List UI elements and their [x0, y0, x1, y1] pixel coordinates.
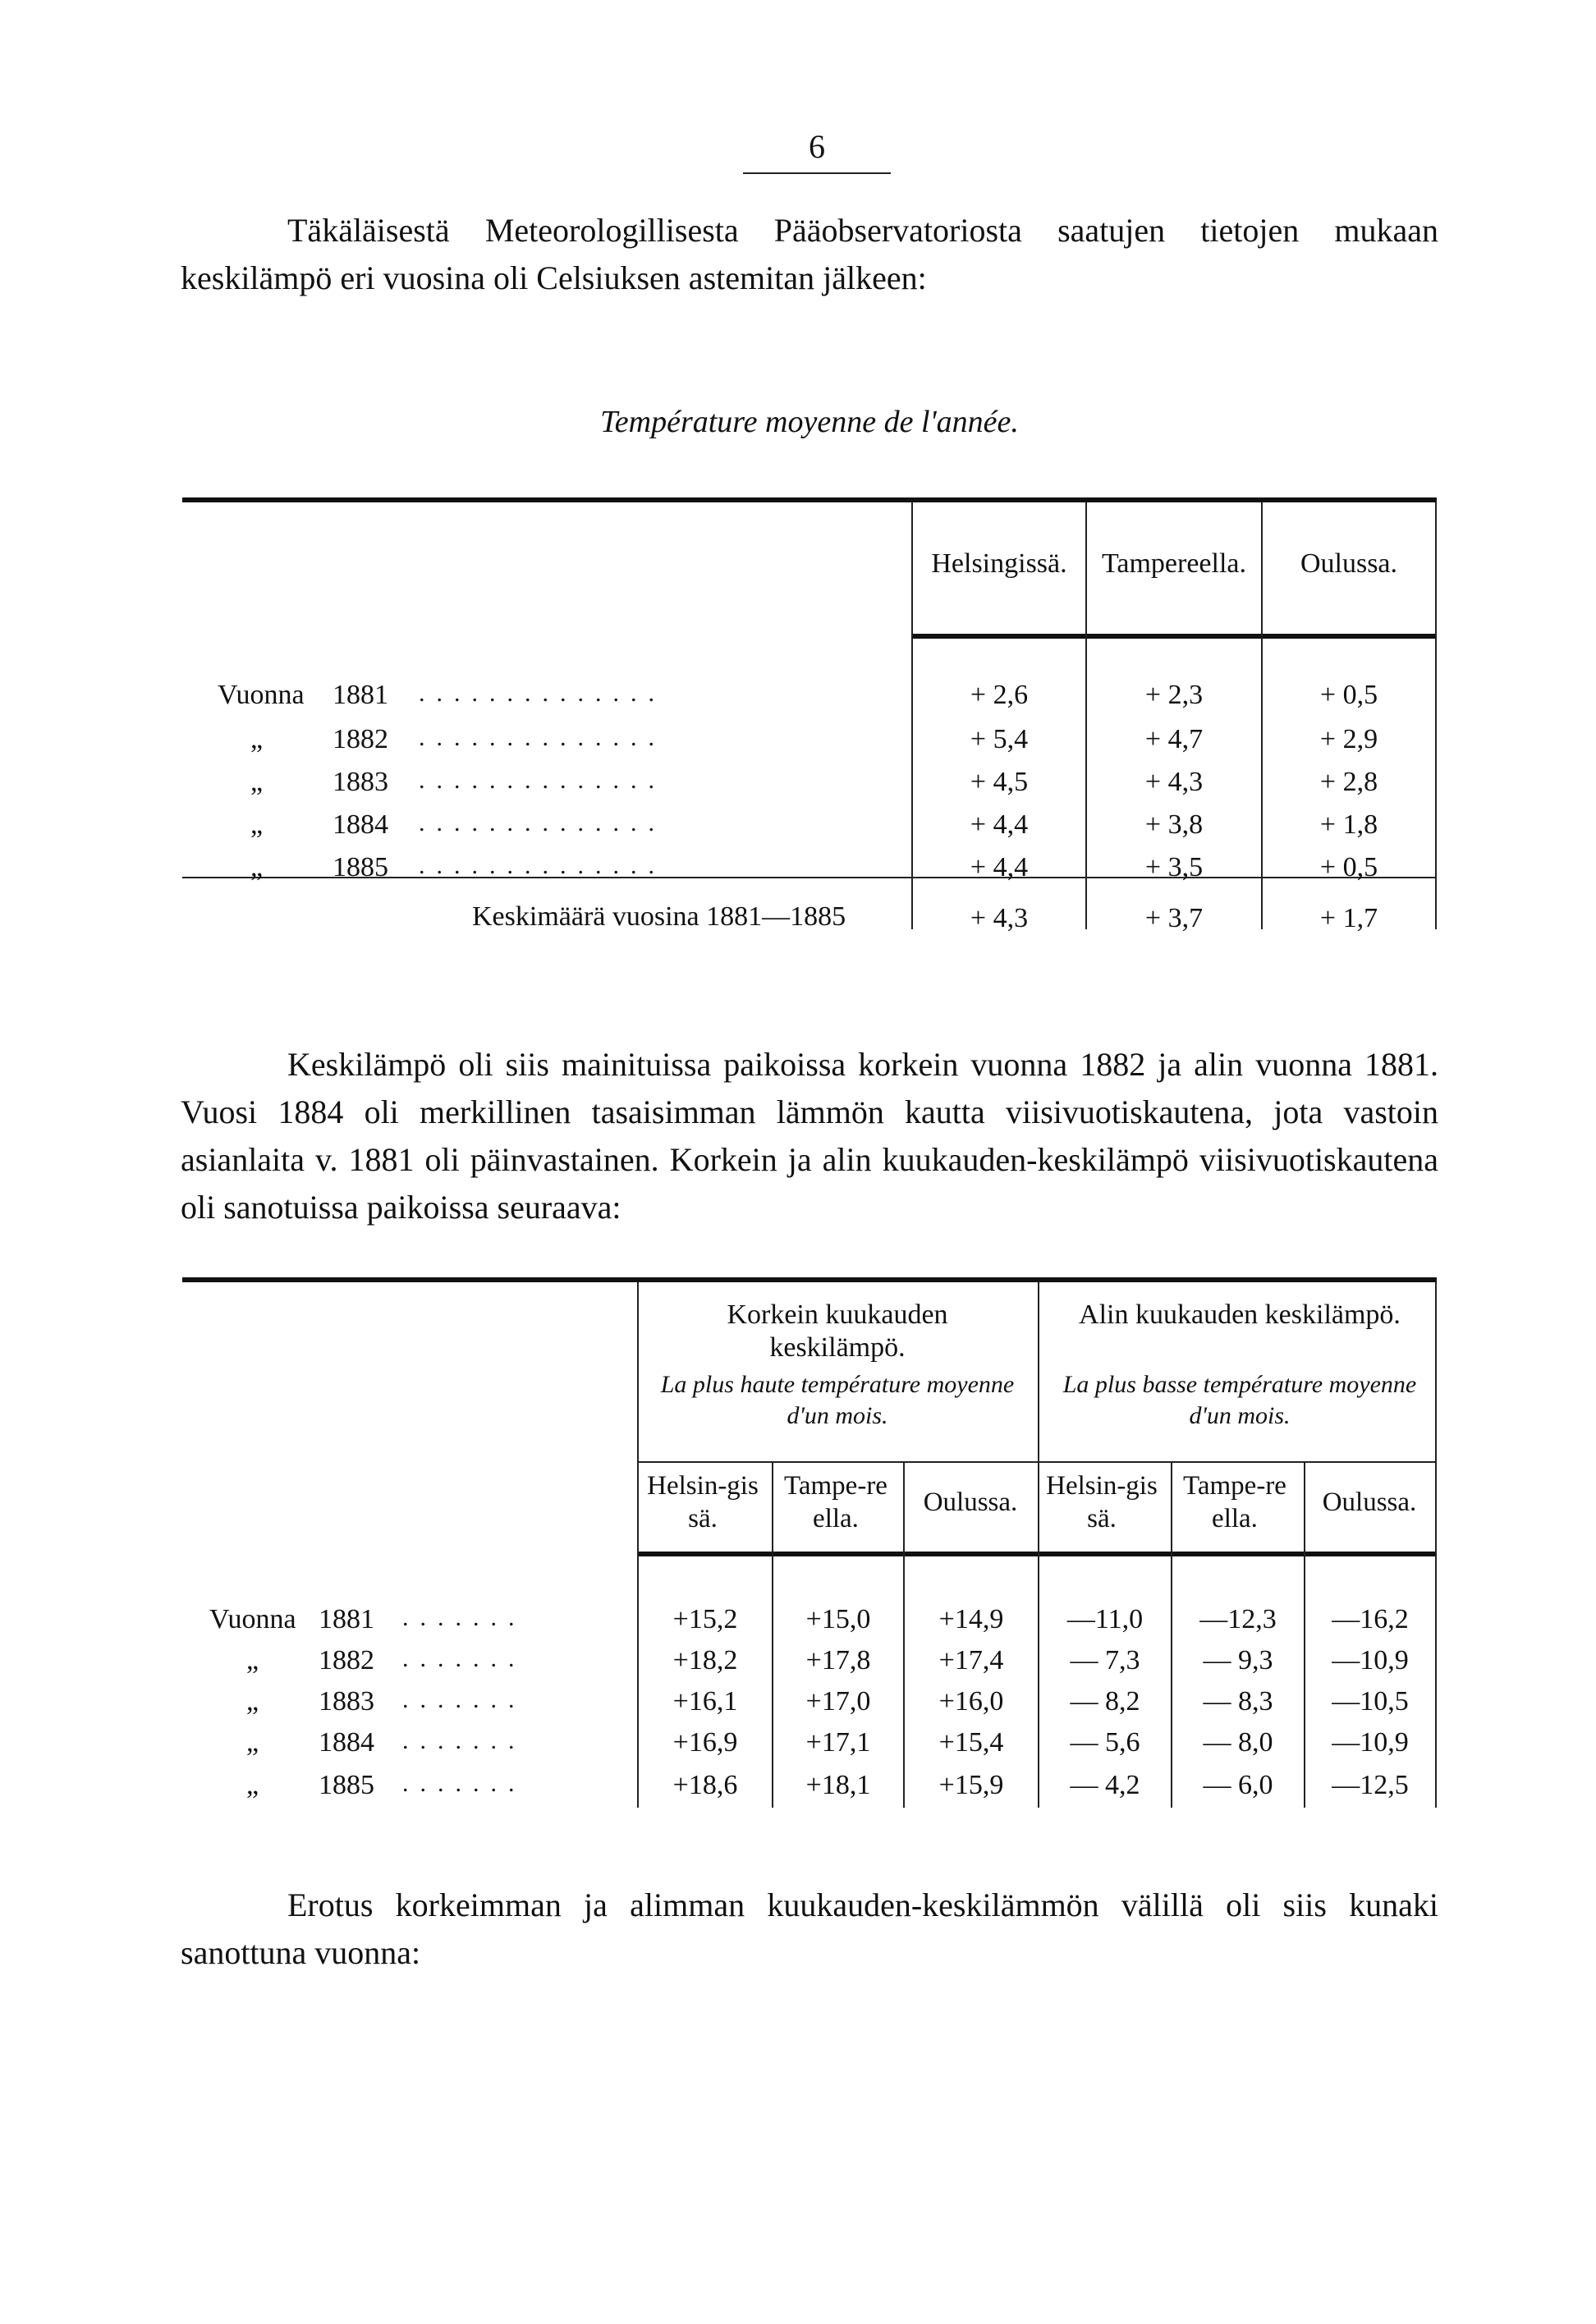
intro-paragraph: [181, 207, 1438, 302]
row-label: „: [250, 724, 264, 754]
leader-dots: .......: [402, 1604, 526, 1631]
row-year: 1881: [319, 1604, 374, 1634]
leader-dots: ..............: [419, 852, 666, 879]
value-low-oulu: —10,9: [1332, 1727, 1409, 1758]
group-high-subtitle: La plus haute température moyenne d'un mois.: [660, 1371, 1015, 1429]
row-label: Vuonna: [209, 1604, 296, 1634]
row-label: „: [246, 1686, 259, 1717]
col-low-tampere: Tampe-reella.: [1183, 1471, 1286, 1533]
table2-group-rule: [637, 1461, 1437, 1463]
intro-paragraph-text: Täkäläisestä Meteorologillisesta Pääobservatoriosta saatujen tietojen mukaan keskilämpö eri vuosina oli Celsiuksen astemitan jälkeen:: [181, 212, 1438, 296]
value-oulu: + 0,5: [1319, 852, 1378, 882]
leader-dots: ..............: [419, 767, 666, 794]
value-low-oulu: —10,9: [1332, 1645, 1409, 1675]
group-low-subtitle: La plus basse température moyenne d'un mois.: [1062, 1371, 1417, 1429]
table2-vline-7: [1435, 1282, 1437, 1808]
row-year: 1885: [319, 1770, 374, 1800]
value-low-tampere: —12,3: [1199, 1604, 1277, 1634]
value-helsinki: + 2,6: [970, 680, 1029, 710]
row-year: 1884: [332, 809, 388, 840]
col-high-helsinki: Helsin-gissä.: [647, 1471, 759, 1533]
value-low-oulu: —12,5: [1332, 1770, 1409, 1800]
value-high-tampere: +17,8: [805, 1645, 871, 1675]
row-year: 1883: [319, 1686, 374, 1717]
table1-header-helsinki: Helsingissä.: [931, 548, 1067, 579]
row-label: Vuonna: [218, 680, 305, 710]
value-tampere: + 3,8: [1144, 809, 1204, 840]
value-high-oulu: +15,9: [938, 1770, 1004, 1800]
closing-paragraph: [181, 1882, 1438, 1977]
value-high-oulu: +16,0: [938, 1686, 1004, 1717]
leader-dots: ..............: [419, 680, 666, 707]
page-number-rule: [743, 172, 891, 174]
value-low-helsinki: — 8,2: [1070, 1686, 1140, 1717]
row-year: 1882: [332, 724, 388, 754]
value-high-helsinki: +18,2: [672, 1645, 738, 1675]
row-label: „: [246, 1727, 259, 1758]
value-low-helsinki: — 5,6: [1070, 1727, 1140, 1758]
value-helsinki: + 5,4: [970, 724, 1029, 754]
value-high-helsinki: +16,9: [672, 1727, 738, 1758]
leader-dots: ..............: [419, 724, 666, 751]
value-high-oulu: +15,4: [938, 1727, 1004, 1758]
table2-header-rule: [637, 1552, 1437, 1556]
table1-header-tampere: Tampereella.: [1101, 548, 1246, 579]
average-label: Keskimäärä vuosina 1881—1885: [472, 901, 846, 932]
value-low-helsinki: — 4,2: [1070, 1770, 1140, 1800]
table1-vline-4: [1435, 502, 1437, 929]
middle-paragraph-text: Keskilämpö oli siis mainituissa paikoissa korkein vuonna 1882 ja alin vuonna 1881. Vuosi 1884 oli merkillinen tasaisimman lämmön kautta viisivuotiskautena, jota vastoin asianlaita v. 1881 oli päinvastainen. Korkein ja alin kuukauden-keskilämpö viisivuotiskautena oli sanotuissa paikoissa seuraava:: [181, 1046, 1438, 1226]
value-high-oulu: +14,9: [938, 1604, 1004, 1634]
value-oulu: + 2,9: [1319, 724, 1378, 754]
value-high-tampere: +17,0: [805, 1686, 871, 1717]
leader-dots: ..............: [419, 809, 666, 837]
col-high-oulu: Oulussa.: [923, 1487, 1018, 1517]
value-low-helsinki: — 7,3: [1070, 1645, 1140, 1675]
value-helsinki: + 4,5: [970, 767, 1029, 797]
value-high-helsinki: +18,6: [672, 1770, 738, 1800]
row-label: „: [250, 767, 264, 797]
value-helsinki: + 4,4: [970, 809, 1029, 840]
row-label: „: [250, 809, 264, 840]
col-low-helsinki: Helsin-gissä.: [1046, 1471, 1158, 1533]
value-high-tampere: +15,0: [805, 1604, 871, 1634]
leader-dots: .......: [402, 1727, 526, 1754]
group-high-title: Korkein kuukauden keskilämpö.: [727, 1300, 948, 1363]
value-tampere: + 2,3: [1144, 680, 1204, 710]
leader-dots: .......: [402, 1770, 526, 1797]
value-low-tampere: — 9,3: [1203, 1645, 1273, 1675]
value-low-tampere: — 6,0: [1203, 1770, 1273, 1800]
col-high-tampere: Tampe-reella.: [784, 1471, 887, 1533]
table1-header-rule: [911, 634, 1437, 639]
value-high-oulu: +17,4: [938, 1645, 1004, 1675]
average-oulu: + 1,7: [1319, 903, 1378, 933]
group-low-title: Alin kuukauden keskilämpö.: [1079, 1300, 1401, 1330]
value-oulu: + 0,5: [1319, 680, 1378, 710]
table1-header-oulu: Oulussa.: [1300, 548, 1398, 579]
value-low-oulu: —10,5: [1332, 1686, 1409, 1717]
row-label: „: [250, 852, 264, 882]
value-oulu: + 1,8: [1319, 809, 1378, 840]
row-year: 1881: [332, 680, 388, 710]
value-high-helsinki: +16,1: [672, 1686, 738, 1717]
value-high-tampere: +18,1: [805, 1770, 871, 1800]
table1-caption: Température moyenne de l'année.: [600, 405, 1019, 439]
value-low-oulu: —16,2: [1332, 1604, 1409, 1634]
value-helsinki: + 4,4: [970, 852, 1029, 882]
middle-paragraph: [181, 1041, 1438, 1231]
page-number: 6: [809, 128, 825, 165]
row-year: 1883: [332, 767, 388, 797]
leader-dots: .......: [402, 1686, 526, 1713]
value-tampere: + 4,3: [1144, 767, 1204, 797]
row-label: „: [246, 1770, 259, 1800]
value-low-helsinki: —11,0: [1066, 1604, 1144, 1634]
value-tampere: + 3,5: [1144, 852, 1204, 882]
value-high-tampere: +17,1: [805, 1727, 871, 1758]
value-tampere: + 4,7: [1144, 724, 1204, 754]
row-year: 1884: [319, 1727, 374, 1758]
value-low-tampere: — 8,0: [1203, 1727, 1273, 1758]
value-oulu: + 2,8: [1319, 767, 1378, 797]
average-tampere: + 3,7: [1144, 903, 1204, 933]
col-low-oulu: Oulussa.: [1322, 1487, 1417, 1517]
value-low-tampere: — 8,3: [1203, 1686, 1273, 1717]
table2-top-rule: [182, 1277, 1437, 1282]
leader-dots: .......: [402, 1645, 526, 1672]
row-label: „: [246, 1645, 259, 1675]
table1-top-rule: [182, 497, 1437, 502]
average-helsinki: + 4,3: [970, 903, 1029, 933]
closing-paragraph-text: Erotus korkeimman ja alimman kuukauden-keskilämmön välillä oli siis kunaki sanottuna vuonna:: [181, 1886, 1438, 1971]
value-high-helsinki: +15,2: [672, 1604, 738, 1634]
row-year: 1885: [332, 852, 388, 882]
row-year: 1882: [319, 1645, 374, 1675]
